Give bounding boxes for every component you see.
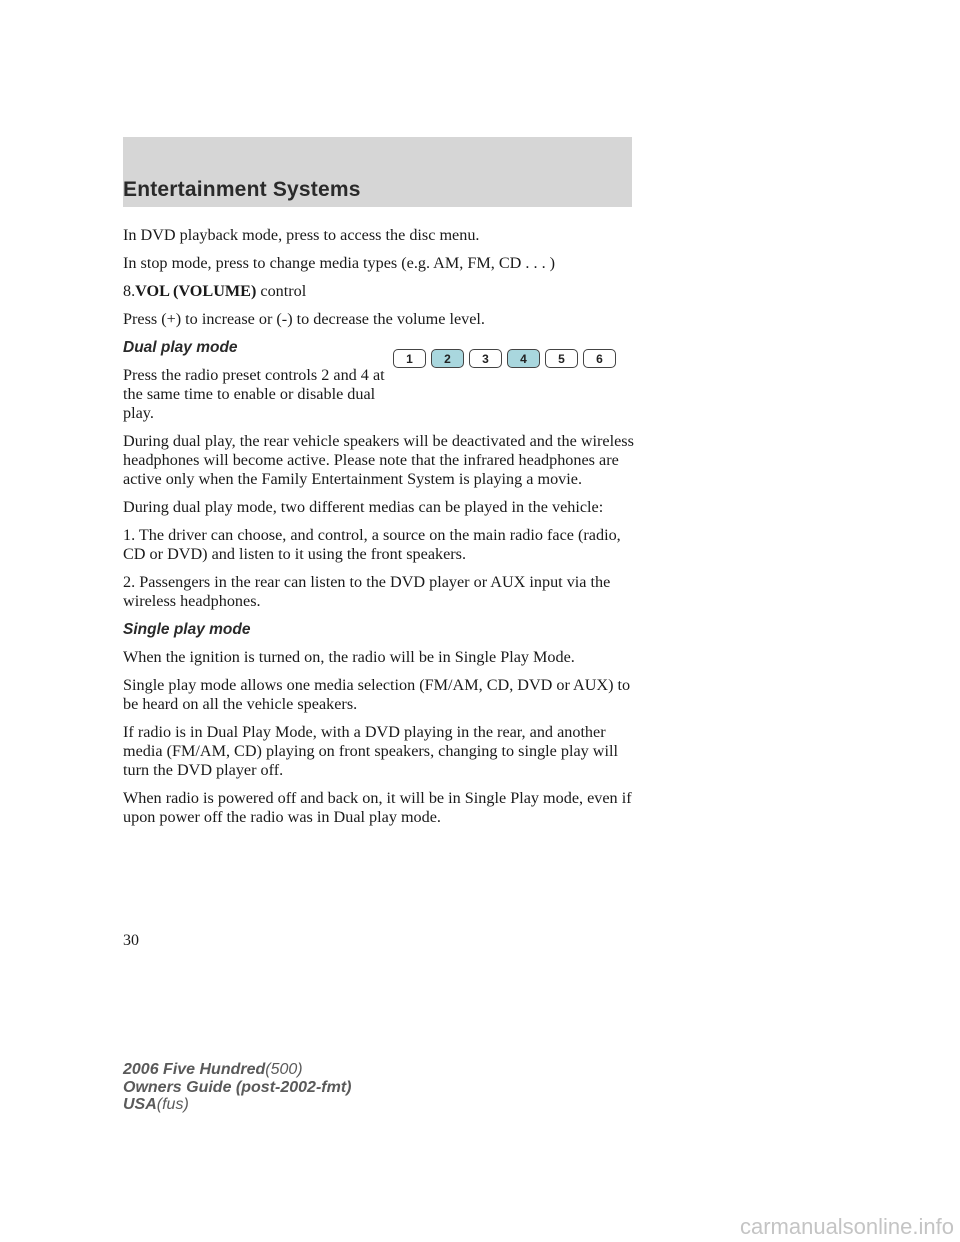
section-title: Entertainment Systems — [123, 178, 361, 201]
footer-guide: Owners Guide (post-2002-fmt) — [123, 1078, 352, 1096]
paragraph: Single play mode allows one media selection (FM/AM, CD, DVD or AUX) to be heard on all the vehicle speakers. — [123, 676, 631, 713]
watermark-text: carmanualsonline.info — [739, 1214, 954, 1239]
footer-market-code: (fus) — [156, 1096, 189, 1113]
paragraph: If radio is in Dual Play Mode, with a DVD playing in the rear, and another media (FM/AM, CD) playing on front speakers, changing to single play will turn the DVD player off. — [123, 723, 618, 779]
item-suffix: control — [260, 282, 307, 300]
paragraph: Press (+) to increase or (-) to decrease the volume level. — [123, 310, 485, 328]
heading-single-play: Single play mode — [123, 621, 251, 638]
footer-model-code: (500) — [265, 1061, 303, 1078]
preset-button-4: 4 — [507, 349, 540, 368]
paragraph-preset-instructions: Press the radio preset controls 2 and 4 at the same time to enable or disable dual play. — [123, 366, 385, 422]
preset-button-1: 1 — [393, 349, 426, 368]
paragraph: 2. Passengers in the rear can listen to the DVD player or AUX input via the wireless headphones. — [123, 573, 611, 610]
preset-button-5: 5 — [545, 349, 578, 368]
footer-model: 2006 Five Hundred — [123, 1061, 266, 1078]
page-number: 30 — [123, 932, 139, 949]
preset-button-6: 6 — [583, 349, 616, 368]
paragraph: In DVD playback mode, press to access the disc menu. — [123, 226, 480, 244]
footer — [123, 1061, 351, 1114]
paragraph: During dual play, the rear vehicle speakers will be deactivated and the wireless headphones will become active. Please note that the infrared headphones are active only when the Family Entertainment System is playing a movie. — [123, 432, 634, 488]
paragraph: When radio is powered off and back on, it will be in Single Play mode, even if upon power off the radio was in Dual play mode. — [123, 789, 632, 826]
paragraph: When the ignition is turned on, the radio will be in Single Play Mode. — [123, 648, 575, 666]
preset-button-3: 3 — [469, 349, 502, 368]
footer-market: USA — [123, 1096, 157, 1113]
body-text — [123, 226, 643, 836]
preset-button-2: 2 — [431, 349, 464, 368]
list-item-vol — [123, 282, 643, 301]
heading-dual-play: Dual play mode — [123, 339, 238, 356]
paragraph: 1. The driver can choose, and control, a source on the main radio face (radio, CD or DVD) and listen to it using the front speakers. — [123, 526, 621, 563]
paragraph: In stop mode, press to change media types (e.g. AM, FM, CD . . . ) — [123, 254, 556, 272]
item-number: 8. — [123, 282, 136, 300]
preset-buttons-illustration — [393, 349, 616, 368]
paragraph: During dual play mode, two different medias can be played in the vehicle: — [123, 498, 604, 516]
item-label: VOL (VOLUME) — [135, 282, 257, 300]
